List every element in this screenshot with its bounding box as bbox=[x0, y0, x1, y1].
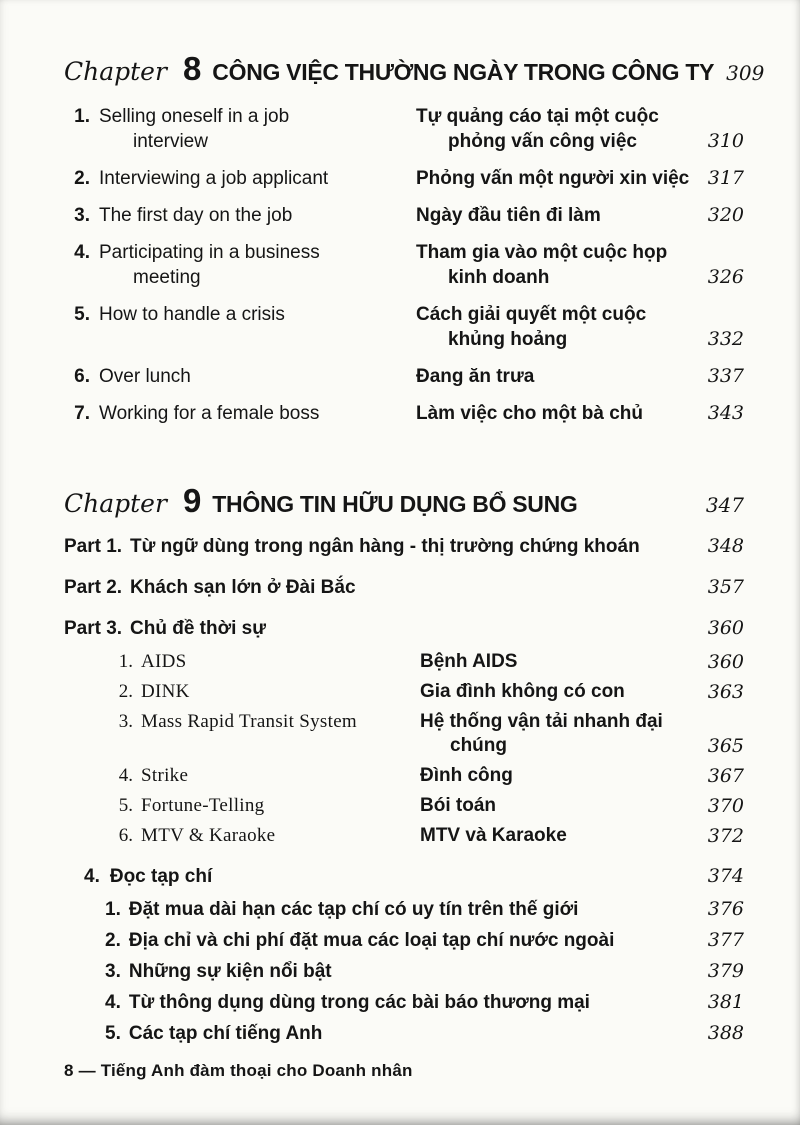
toc-row bbox=[64, 203, 744, 228]
item-number: 7. bbox=[74, 403, 90, 424]
item-number: 3. bbox=[74, 205, 90, 226]
toc-row bbox=[64, 104, 744, 154]
item-vietnamese: Gia đình không có con bbox=[420, 681, 625, 702]
chapter9-label: Chapter bbox=[64, 489, 167, 518]
part-page: 348 bbox=[707, 535, 744, 557]
part3-item-row bbox=[64, 824, 744, 848]
part-text: Từ ngữ dùng trong ngân hàng - thị trường chứng khoán bbox=[130, 536, 640, 557]
item-english: DINK bbox=[141, 681, 190, 702]
item-page: 370 bbox=[707, 795, 744, 817]
section4-number: 4. bbox=[84, 866, 100, 887]
chapter9-page-number: 347 bbox=[705, 493, 744, 517]
item-english: Fortune-Telling bbox=[141, 795, 265, 816]
toc-row bbox=[64, 166, 744, 191]
item-page: 332 bbox=[707, 328, 744, 350]
item-english: MTV & Karaoke bbox=[141, 825, 276, 846]
item-number: 1. bbox=[118, 651, 133, 672]
item-page: 326 bbox=[707, 266, 744, 288]
part-row bbox=[64, 575, 744, 600]
item-text: Các tạp chí tiếng Anh bbox=[128, 1023, 323, 1044]
item-number: 2. bbox=[105, 930, 121, 951]
item-number: 6. bbox=[74, 366, 90, 387]
part-label: Part 2. bbox=[64, 577, 123, 598]
toc-row bbox=[64, 364, 744, 389]
item-vietnamese: Làm việc cho một bà chủ bbox=[416, 403, 643, 424]
item-english: How to handle a crisis bbox=[99, 304, 285, 325]
page-footer: 8 — Tiếng Anh đàm thoại cho Doanh nhân bbox=[64, 1061, 413, 1080]
item-english: Selling oneself in a job interview bbox=[99, 106, 290, 152]
part3-item-row bbox=[64, 794, 744, 818]
section4-page: 374 bbox=[707, 865, 744, 887]
section4-item-row bbox=[64, 928, 744, 953]
item-vietnamese: Phỏng vấn một người xin việc bbox=[416, 168, 690, 189]
chapter8-label: Chapter bbox=[64, 57, 167, 86]
section4-item-row bbox=[64, 897, 744, 922]
item-text: Đặt mua dài hạn các tạp chí có uy tín trên thế giới bbox=[128, 899, 579, 920]
item-number: 4. bbox=[74, 242, 90, 263]
part3-item-row bbox=[64, 764, 744, 788]
part-label: Part 3. bbox=[64, 618, 123, 639]
item-english: Over lunch bbox=[99, 366, 191, 387]
item-english: Interviewing a job applicant bbox=[99, 168, 329, 189]
item-number: 5. bbox=[118, 795, 133, 816]
item-vietnamese: Bói toán bbox=[420, 795, 496, 816]
item-number: 4. bbox=[118, 765, 133, 786]
item-number: 1. bbox=[74, 106, 90, 127]
item-page: 317 bbox=[707, 167, 744, 189]
item-english: Participating in a business meeting bbox=[99, 242, 320, 288]
item-page: 381 bbox=[707, 991, 744, 1013]
item-number: 4. bbox=[105, 992, 121, 1013]
section4-item-row bbox=[64, 959, 744, 984]
item-vietnamese: Hệ thống vận tải nhanh đại chúng bbox=[420, 711, 663, 756]
item-page: 379 bbox=[707, 960, 744, 982]
item-vietnamese: MTV và Karaoke bbox=[420, 825, 567, 846]
item-page: 337 bbox=[707, 365, 744, 387]
item-text: Những sự kiện nổi bật bbox=[128, 961, 332, 982]
chapter9-heading bbox=[64, 482, 744, 520]
part3-item-row bbox=[64, 650, 744, 674]
item-page: 388 bbox=[707, 1022, 744, 1044]
item-number: 1. bbox=[105, 899, 121, 920]
part-text: Khách sạn lớn ở Đài Bắc bbox=[130, 577, 356, 598]
part-label: Part 1. bbox=[64, 536, 123, 557]
item-page: 377 bbox=[707, 929, 744, 951]
item-number: 3. bbox=[105, 961, 121, 982]
chapter8-page-number: 309 bbox=[726, 61, 765, 85]
item-english: Mass Rapid Transit System bbox=[141, 711, 358, 732]
chapter8-title: CÔNG VIỆC THƯỜNG NGÀY TRONG CÔNG TY bbox=[212, 59, 715, 85]
item-page: 343 bbox=[707, 402, 744, 424]
item-page: 363 bbox=[707, 681, 744, 703]
item-page: 365 bbox=[707, 735, 744, 757]
item-vietnamese: Tự quảng cáo tại một cuộc phỏng vấn công việc bbox=[416, 106, 659, 152]
toc-row bbox=[64, 302, 744, 352]
item-number: 2. bbox=[118, 681, 133, 702]
section4-item-row bbox=[64, 1021, 744, 1046]
section4-item-row bbox=[64, 990, 744, 1015]
part-page: 357 bbox=[707, 576, 744, 598]
item-vietnamese: Ngày đầu tiên đi làm bbox=[416, 205, 601, 226]
item-english: AIDS bbox=[141, 651, 187, 672]
section4-heading bbox=[64, 864, 744, 889]
item-number: 6. bbox=[118, 825, 133, 846]
item-number: 5. bbox=[105, 1023, 121, 1044]
chapter9-title: THÔNG TIN HỮU DỤNG BỔ SUNG bbox=[212, 491, 578, 517]
item-vietnamese: Đang ăn trưa bbox=[416, 366, 535, 387]
toc-row bbox=[64, 401, 744, 426]
item-english: The first day on the job bbox=[99, 205, 293, 226]
item-vietnamese: Đình công bbox=[420, 765, 513, 786]
item-page: 320 bbox=[707, 204, 744, 226]
item-vietnamese: Cách giải quyết một cuộc khủng hoảng bbox=[416, 304, 647, 350]
item-text: Địa chỉ và chi phí đặt mua các loại tạp chí nước ngoài bbox=[128, 930, 615, 951]
part-page: 360 bbox=[707, 617, 744, 639]
item-number: 5. bbox=[74, 304, 90, 325]
part-row bbox=[64, 616, 744, 641]
toc-row bbox=[64, 240, 744, 290]
item-text: Từ thông dụng dùng trong các bài báo thương mại bbox=[128, 992, 590, 1013]
item-page: 310 bbox=[707, 130, 744, 152]
chapter9-number: 9 bbox=[182, 482, 201, 519]
item-page: 360 bbox=[707, 651, 744, 673]
item-number: 3. bbox=[118, 711, 133, 732]
item-vietnamese: Bệnh AIDS bbox=[420, 651, 518, 672]
chapter8-heading bbox=[64, 50, 765, 88]
item-page: 376 bbox=[707, 898, 744, 920]
part3-item-row bbox=[64, 710, 744, 758]
chapter8-number: 8 bbox=[182, 50, 201, 87]
item-english: Strike bbox=[141, 765, 189, 786]
part-text: Chủ đề thời sự bbox=[130, 618, 266, 639]
part-row bbox=[64, 534, 744, 559]
item-page: 367 bbox=[707, 765, 744, 787]
item-english: Working for a female boss bbox=[99, 403, 320, 424]
item-vietnamese: Tham gia vào một cuộc họp kinh doanh bbox=[416, 242, 668, 288]
section4-title: Đọc tạp chí bbox=[109, 866, 213, 887]
item-page: 372 bbox=[707, 825, 744, 847]
item-number: 2. bbox=[74, 168, 90, 189]
part3-item-row bbox=[64, 680, 744, 704]
